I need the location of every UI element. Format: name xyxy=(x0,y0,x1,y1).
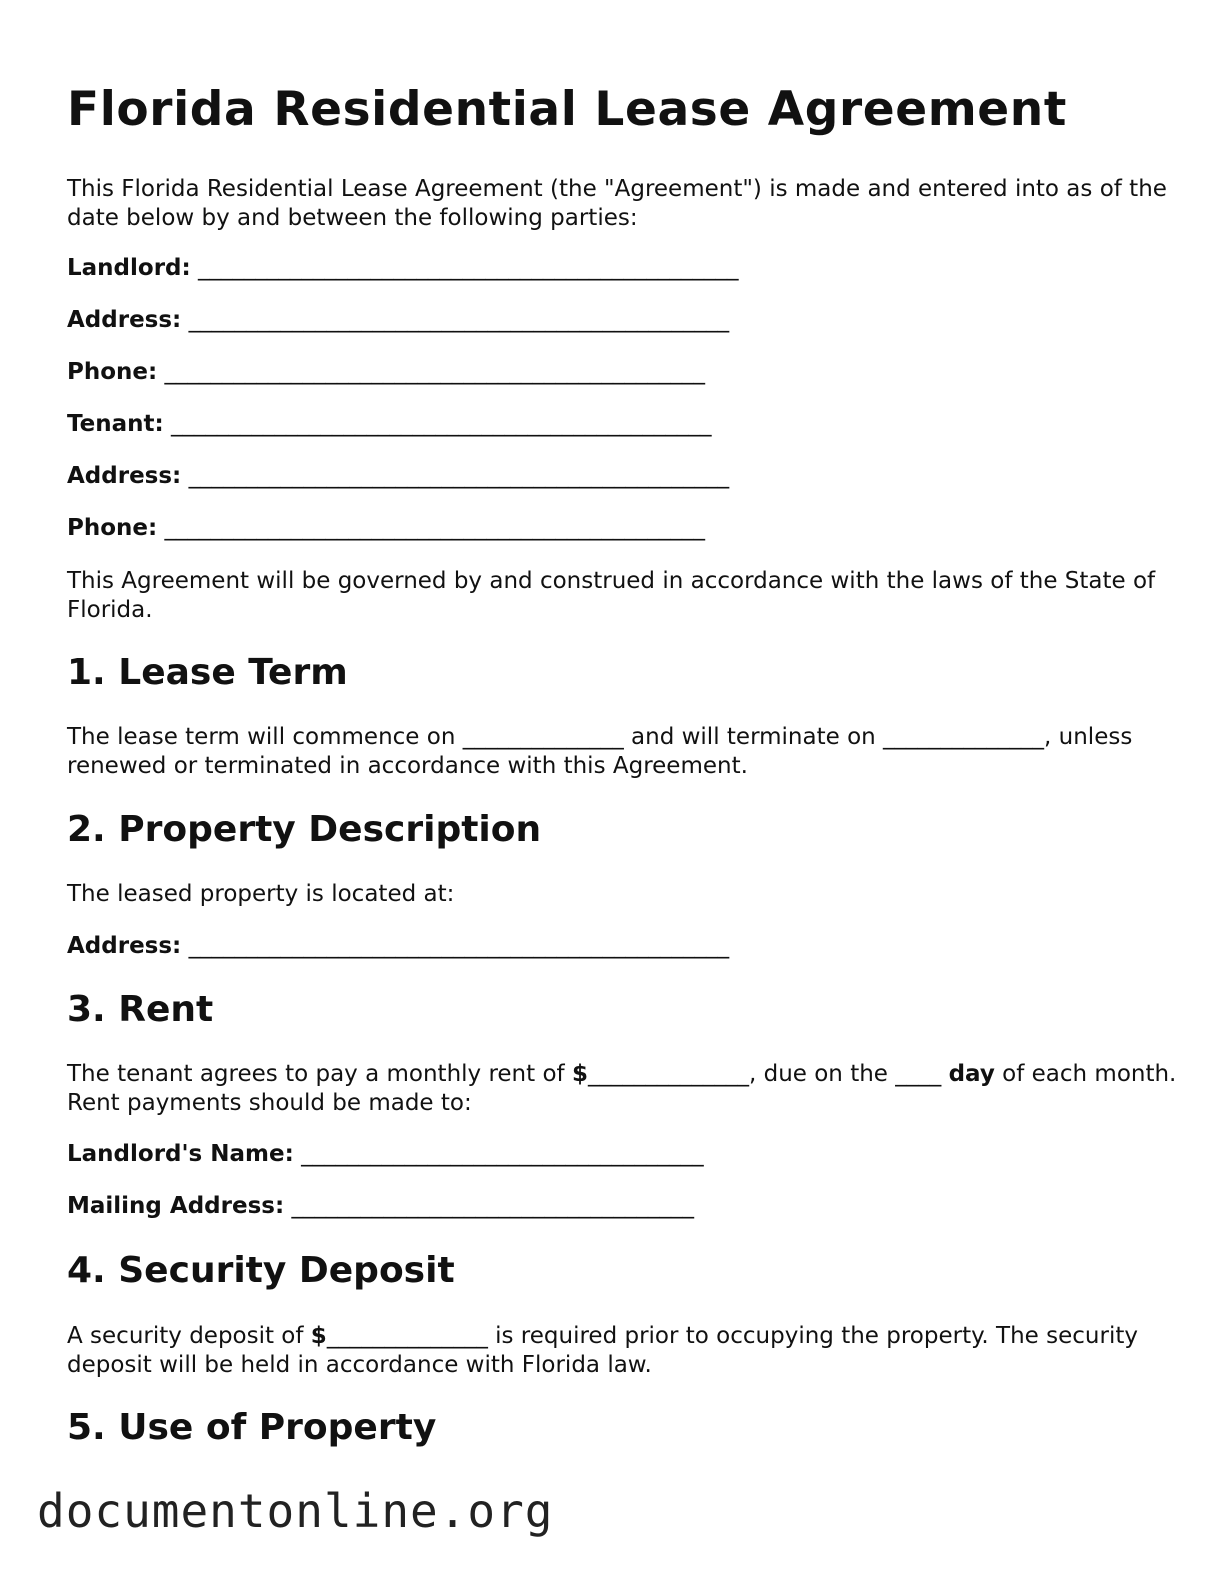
deposit-text-end: ______________ is required prior to occupying the property. The security deposit will be held in accordance with Florida law. xyxy=(67,1323,1138,1378)
field-blank[interactable]: _______________________________________________ xyxy=(188,933,730,959)
field-blank[interactable]: _______________________________________________ xyxy=(198,255,739,281)
field-label: Tenant: xyxy=(67,411,164,437)
landlord-field[interactable] xyxy=(67,254,739,283)
tenant-field[interactable] xyxy=(67,410,712,439)
landlord-name-field[interactable] xyxy=(67,1140,704,1169)
rent-paragraph[interactable] xyxy=(67,1060,1177,1118)
property-address-field[interactable] xyxy=(67,932,729,961)
field-blank[interactable]: _______________________________________________ xyxy=(164,515,706,541)
rent-blanks[interactable]: ______________, due on the ____ xyxy=(587,1061,949,1087)
watermark: documentonline.org xyxy=(37,1484,554,1538)
dollar-sign: $ xyxy=(310,1323,327,1349)
field-blank[interactable]: _______________________________________________ xyxy=(188,307,730,333)
tenant-phone-field[interactable] xyxy=(67,514,705,543)
deposit-text: A security deposit of xyxy=(67,1323,311,1349)
document-title: Florida Residential Lease Agreement xyxy=(67,82,1067,137)
rent-text: The tenant agrees to pay a monthly rent of xyxy=(67,1061,572,1087)
deposit-paragraph[interactable] xyxy=(67,1322,1177,1380)
mailing-address-field[interactable] xyxy=(67,1192,694,1221)
field-label: Address: xyxy=(67,463,182,489)
field-label: Phone: xyxy=(67,515,158,541)
field-label: Landlord's Name: xyxy=(67,1141,294,1167)
field-blank[interactable]: _______________________________________________ xyxy=(171,411,712,437)
property-paragraph: The leased property is located at: xyxy=(67,881,455,907)
field-label: Phone: xyxy=(67,359,158,385)
field-blank[interactable]: _______________________________________________ xyxy=(164,359,706,385)
section-heading-use: 5. Use of Property xyxy=(67,1407,437,1448)
lease-term-paragraph[interactable]: The lease term will commence on ______________ and will terminate on ______________, unless renewed or terminated in accordance with this Agreement. xyxy=(67,724,1133,779)
field-label: Address: xyxy=(67,933,182,959)
section-heading-lease-term: 1. Lease Term xyxy=(67,652,348,693)
governing-law-paragraph: This Agreement will be governed by and construed in accordance with the laws of the State of Florida. xyxy=(67,568,1156,623)
field-blank[interactable]: ___________________________________ xyxy=(291,1193,694,1219)
section-heading-property: 2. Property Description xyxy=(67,809,542,850)
landlord-phone-field[interactable] xyxy=(67,358,705,387)
landlord-address-field[interactable] xyxy=(67,306,729,335)
field-label: Mailing Address: xyxy=(67,1193,285,1219)
section-heading-deposit: 4. Security Deposit xyxy=(67,1250,455,1291)
field-label: Landlord: xyxy=(67,255,191,281)
intro-paragraph: This Florida Residential Lease Agreement (the "Agreement") is made and entered into as of the date below by and between the following parties: xyxy=(67,176,1167,231)
field-blank[interactable]: _______________________________________________ xyxy=(188,463,730,489)
section-heading-rent: 3. Rent xyxy=(67,989,214,1030)
dollar-sign: $ xyxy=(571,1061,588,1087)
tenant-address-field[interactable] xyxy=(67,462,729,491)
field-blank[interactable]: ___________________________________ xyxy=(301,1141,704,1167)
rent-text-end: of each month. Rent payments should be made to: xyxy=(67,1061,1177,1116)
day-word: day xyxy=(948,1061,995,1087)
field-label: Address: xyxy=(67,307,182,333)
